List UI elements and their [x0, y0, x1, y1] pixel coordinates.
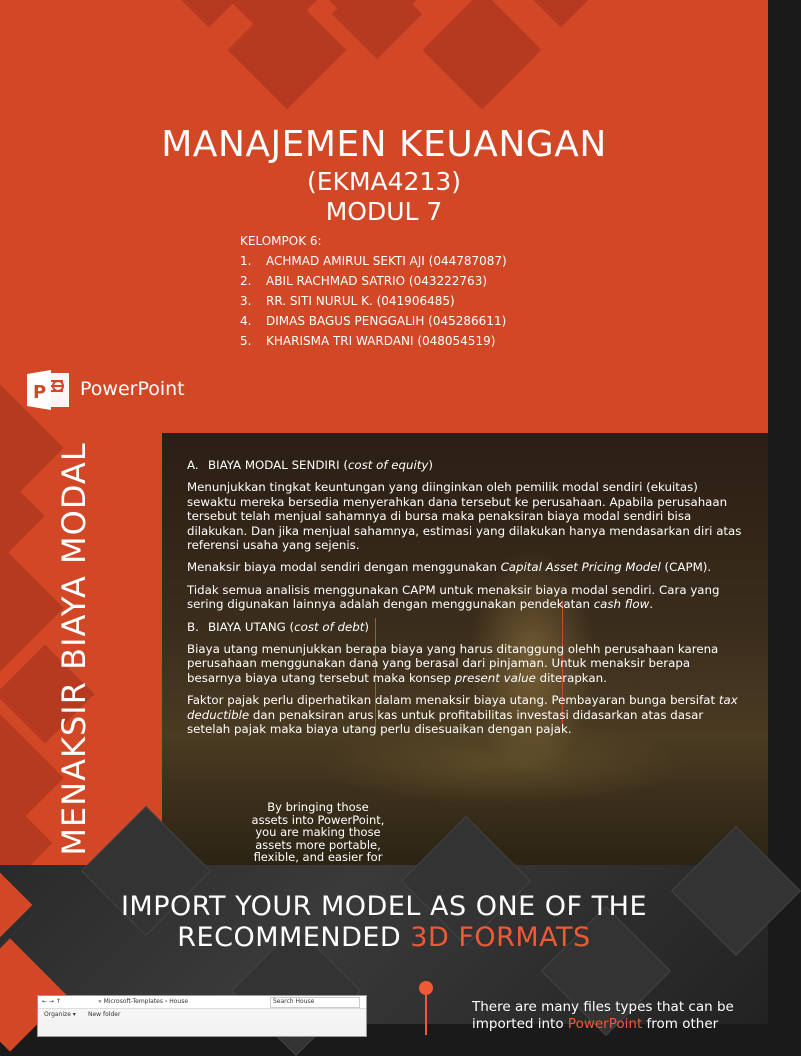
file-dialog-screenshot [37, 995, 367, 1037]
decor-diamond [528, 0, 593, 28]
toolbar: Organize ▾ New folder [38, 1009, 366, 1019]
content-panel [162, 433, 768, 865]
template-filler-text: By bringing those assets into PowerPoint, you are making those assets more portable, flexible, and easier for [251, 800, 385, 864]
course-code: (EKMA4213) [307, 167, 461, 196]
svg-text:P: P [33, 382, 47, 403]
module-label: MODUL 7 [325, 197, 443, 226]
paragraph: Faktor pajak perlu diperhatikan dalam menaksir biaya utang. Pembayaran bunga bersifat tax deductible dan penaksiran arus kas untuk profitabilitas investasi didasarkan atas dasar setelah pajak maka biaya utang perlu disesuaikan dengan pajak. [187, 693, 738, 737]
member-name: ACHMAD AMIRUL SEKTI AJI (044787087) [266, 254, 507, 268]
body-text: There are many files types that can be imported into PowerPoint from other [472, 999, 734, 1032]
member-name: RR. SITI NURUL K. (041906485) [266, 294, 455, 308]
section-a-heading: A. BIAYA MODAL SENDIRI (cost of equity) [187, 458, 433, 472]
marker-dot [419, 981, 433, 995]
content-text [187, 458, 747, 745]
decor-diamond [423, 0, 542, 109]
paragraph: Menunjukkan tingkat keuntungan yang diinginkan oleh pemilik modal sendiri (ekuitas) sewaktu mereka bersedia menyerahkan dana tersebut ke perusahaan. Apabila perusahaan tersebut telah menjual sahamnya di bursa maka penaksiran biaya modal sendiri bisa dilakukan. Dan jika menjual sahamnya, estimasi yang dilakukan hanya mendasarkan diri atas referensi usaha yang sejenis. [187, 480, 742, 553]
group-list [240, 231, 507, 351]
powerpoint-logo-icon [27, 370, 71, 410]
member-name: DIMAS BAGUS PENGGALIH (045286611) [266, 314, 507, 328]
paragraph: Tidak semua analisis menggunakan CAPM untuk menaksir biaya modal sendiri. Cara yang sering digunakan lainnya adalah dengan menggunakan pendekatan cash flow. [187, 582, 720, 612]
vertical-slide-title: MENAKSIR BIAYA MODAL [55, 442, 93, 856]
group-label: KELOMPOK 6: [240, 234, 322, 248]
member-name: ABIL RACHMAD SATRIO (043222763) [266, 274, 488, 288]
import-slide [0, 865, 768, 1032]
address-bar: ← → ↑ « Microsoft-Templates › House Search House [38, 996, 366, 1009]
member-row: 1. ACHMAD AMIRUL SEKTI AJI (044787087) [240, 254, 507, 268]
member-row: 5. KHARISMA TRI WARDANI (048054519) [240, 334, 496, 348]
slide-title: IMPORT YOUR MODEL AS ONE OF THE RECOMMENDED 3D FORMATS [120, 891, 648, 953]
paragraph: Biaya utang menunjukkan berapa biaya yang harus ditanggung olehh perusahaan karena perusahaan menggunakan dana yang berasal dari pinjaman. Untuk menaksir berapa besarnya biaya utang tersebut maka konsep present value diterapkan. [187, 642, 719, 685]
content-slide [0, 433, 768, 865]
powerpoint-wordmark: PowerPoint [80, 378, 185, 400]
decor-diamond [176, 0, 241, 28]
paragraph: Menaksir biaya modal sendiri dengan menggunakan Capital Asset Pricing Model (CAPM). [187, 560, 712, 575]
member-row: 4. DIMAS BAGUS PENGGALIH (045286611) [240, 314, 507, 328]
marker-line [425, 995, 427, 1035]
slide-title: MANAJEMEN KEUANGAN [161, 124, 607, 165]
title-slide [0, 0, 768, 433]
member-row: 3. RR. SITI NURUL K. (041906485) [240, 294, 455, 308]
section-b-heading: B. BIAYA UTANG (cost of debt) [187, 619, 369, 634]
member-name: KHARISMA TRI WARDANI (048054519) [266, 334, 496, 348]
member-row: 2. ABIL RACHMAD SATRIO (043222763) [240, 274, 488, 288]
